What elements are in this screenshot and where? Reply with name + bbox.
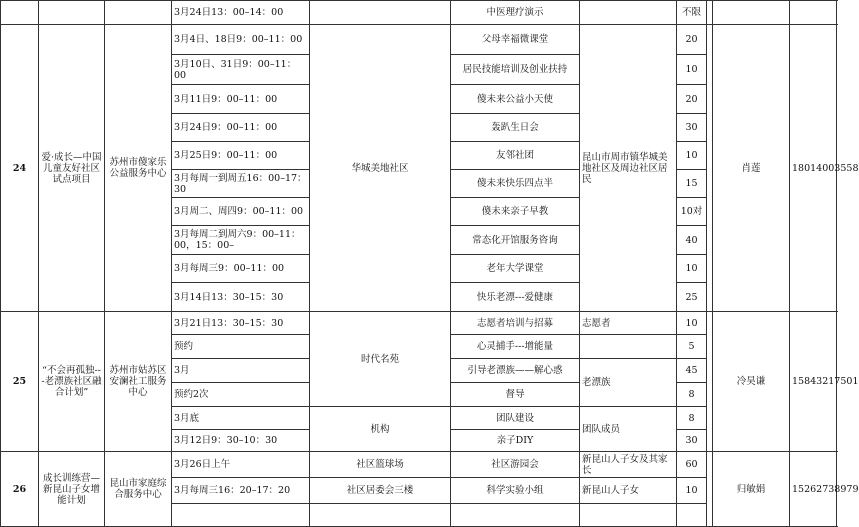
cell-target: 昆山市周市镇华城美地社区及周边社区居民 <box>580 25 677 312</box>
cell-target <box>580 504 677 527</box>
cell-count: 10 <box>677 142 707 170</box>
cell-time: 3月每周三9：00–11：00 <box>172 255 310 283</box>
cell-activity: 老年大学课堂 <box>451 255 580 283</box>
cell-org: 昆山市家庭综合服务中心 <box>105 452 172 527</box>
cell-time: 3月4日、18日9：00–11：00 <box>172 25 310 55</box>
cell-phone: 15262738979 <box>790 452 837 527</box>
cell-activity: 亲子DIY <box>451 430 580 452</box>
cell-time <box>172 504 310 527</box>
cell-org: 苏州市姑苏区安澜社工服务中心 <box>105 312 172 452</box>
cell-count: 15 <box>677 170 707 198</box>
cell-location: 社区居委会三楼 <box>310 478 451 504</box>
cell-time: 3月14日13：30–15：30 <box>172 283 310 312</box>
cell-count: 30 <box>677 114 707 142</box>
cell-location: 时代名苑 <box>310 312 451 407</box>
cell-time: 3月每周一到周五16：00–17：30 <box>172 170 310 198</box>
cell-activity: 居民技能培训及创业扶持 <box>451 55 580 85</box>
cell-count: 不限 <box>677 1 707 25</box>
cell-time: 3月24日13：00–14：00 <box>172 1 310 25</box>
cell-target: 老漂族 <box>580 359 677 407</box>
cell-time: 预约 <box>172 335 310 359</box>
cell-count: 10 <box>677 55 707 85</box>
table-row <box>1 25 837 55</box>
cell-count: 10对 <box>677 198 707 226</box>
cell-target <box>580 1 677 25</box>
cell-time: 3月10日、31日9：00–11：00 <box>172 55 310 85</box>
cell-target: 新昆山人子女 <box>580 478 677 504</box>
cell-target: 团队成员 <box>580 407 677 452</box>
cell-count <box>677 504 707 527</box>
cell-time: 3月21日13：30–15：30 <box>172 312 310 335</box>
cell-count: 45 <box>677 359 707 383</box>
cell-count: 5 <box>677 335 707 359</box>
cell-target: 新昆山人子女及其家长 <box>580 452 677 478</box>
cell-activity <box>451 504 580 527</box>
table-row <box>1 452 837 478</box>
cell-time: 3月11日9：00–11：00 <box>172 85 310 114</box>
cell-phone: 15843217501 <box>790 312 837 452</box>
cell-no: 25 <box>1 312 39 452</box>
cell-no: 24 <box>1 25 39 312</box>
cell-target <box>580 335 677 359</box>
cell-activity: 傻未来亲子早教 <box>451 198 580 226</box>
cell-location: 机构 <box>310 407 451 452</box>
cell-location <box>310 1 451 25</box>
cell-activity: 傻未来快乐四点半 <box>451 170 580 198</box>
cell-activity: 中医理疗演示 <box>451 1 580 25</box>
cell-location: 社区篮球场 <box>310 452 451 478</box>
cell-count: 60 <box>677 452 707 478</box>
cell-count: 40 <box>677 226 707 255</box>
cell-count: 10 <box>677 312 707 335</box>
cell-count: 10 <box>677 255 707 283</box>
cell-time: 预约2次 <box>172 383 310 407</box>
cell-project: “不会再孤独---老漂族社区融合计划” <box>39 312 105 452</box>
cell-activity: 常态化开馆服务咨询 <box>451 226 580 255</box>
cell-contact: 归敏娟 <box>713 452 790 527</box>
table-row <box>1 1 837 25</box>
cell-activity: 父母幸福微课堂 <box>451 25 580 55</box>
cell-target: 志愿者 <box>580 312 677 335</box>
cell-activity: 引导老漂族——解心惑 <box>451 359 580 383</box>
cell-time: 3月每周三16：20–17：20 <box>172 478 310 504</box>
cell-count: 8 <box>677 383 707 407</box>
cell-activity: 心灵捕手---增能量 <box>451 335 580 359</box>
cell-count: 25 <box>677 283 707 312</box>
cell-count: 20 <box>677 85 707 114</box>
cell-count: 30 <box>677 430 707 452</box>
cell-contact: 冷昊谦 <box>713 312 790 452</box>
table-row <box>1 312 837 335</box>
cell-org: 苏州市傻家乐公益服务中心 <box>105 25 172 312</box>
cell-time: 3月26日上午 <box>172 452 310 478</box>
cell-activity: 科学实验小组 <box>451 478 580 504</box>
cell-location: 华城美地社区 <box>310 25 451 312</box>
cell-activity: 傻未来公益小天使 <box>451 85 580 114</box>
cell-activity: 友邻社团 <box>451 142 580 170</box>
cell-time: 3月24日9：00–11：00 <box>172 114 310 142</box>
cell-activity: 轰趴生日会 <box>451 114 580 142</box>
cell-project <box>39 1 105 25</box>
cell-phone <box>790 1 837 25</box>
cell-count: 10 <box>677 478 707 504</box>
cell-activity: 志愿者培训与招募 <box>451 312 580 335</box>
cell-contact: 肖莲 <box>713 25 790 312</box>
cell-activity: 社区游园会 <box>451 452 580 478</box>
cell-count: 8 <box>677 407 707 430</box>
cell-org <box>105 1 172 25</box>
cell-contact <box>713 1 790 25</box>
cell-time: 3月周二、周四9：00–11：00 <box>172 198 310 226</box>
cell-no <box>1 1 39 25</box>
cell-project: 成长训练营—新昆山子女增能计划 <box>39 452 105 527</box>
cell-activity: 督导 <box>451 383 580 407</box>
cell-count: 20 <box>677 25 707 55</box>
cell-time: 3月25日9：00–11：00 <box>172 142 310 170</box>
cell-time: 3月底 <box>172 407 310 430</box>
cell-location <box>310 504 451 527</box>
cell-phone: 18014003558 <box>790 25 837 312</box>
cell-project: 爱·成长—中国儿童友好社区试点项目 <box>39 25 105 312</box>
cell-time: 3月12日9：30–10：30 <box>172 430 310 452</box>
cell-time: 3月每周二到周六9：00–11：00，15：00– <box>172 226 310 255</box>
cell-no: 26 <box>1 452 39 527</box>
cell-activity: 快乐老漂---爱健康 <box>451 283 580 312</box>
cell-activity: 团队建设 <box>451 407 580 430</box>
cell-time: 3月 <box>172 359 310 383</box>
